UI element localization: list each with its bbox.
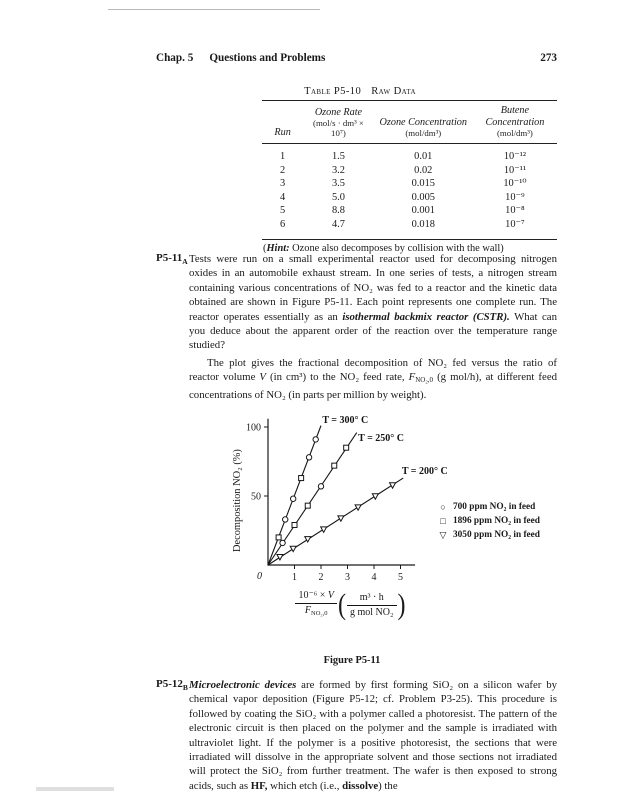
series-label: T = 300° C (322, 414, 369, 426)
table-title (252, 86, 468, 97)
hint-text: Ozone also decomposes by collision with the wall) (289, 243, 504, 254)
table-row (262, 177, 557, 191)
legend-item (436, 514, 540, 528)
column-label: Run (274, 126, 291, 138)
cell-ozone: 0.005 (411, 191, 435, 203)
cell-rate: 5.0 (331, 191, 345, 203)
scan-artifact-top (108, 9, 320, 10)
legend-marker-square-icon: □ (440, 516, 446, 527)
data-point-square (299, 476, 304, 481)
x-tick-label: 1 (292, 572, 297, 583)
table-row (262, 191, 557, 205)
data-point-square (344, 445, 349, 450)
cell-butene: 10⁻¹⁰ (503, 178, 527, 190)
scan-artifact-bottom (36, 787, 114, 791)
column-label: Butene Concentration (485, 105, 545, 128)
cell-ozone: 0.018 (411, 218, 435, 230)
data-point-circle (306, 455, 311, 460)
y-tick-label: 50 (251, 491, 261, 503)
cell-run: 4 (279, 191, 286, 203)
variable-f-subscript: NO₂,0 (311, 610, 328, 617)
body-text: The plot gives the fractional decomposition of NO₂ fed versus the ratio of reactor volume (189, 357, 557, 384)
cell-butene: 10⁻⁸ (505, 205, 525, 217)
data-point-circle (318, 484, 323, 489)
cell-run: 1 (279, 151, 286, 162)
cell-run: 3 (279, 178, 286, 190)
cell-run: 5 (279, 205, 286, 217)
body-text: which etch (i.e., (267, 779, 343, 792)
cell-run: 6 (279, 218, 286, 230)
data-point-triangle (372, 494, 378, 499)
variable-v: V (259, 371, 267, 384)
x-axis-label (256, 590, 446, 620)
data-point-square (276, 535, 281, 540)
emphasized-text: Microelectronic devices (189, 679, 297, 691)
data-point-circle (290, 496, 295, 501)
table-row (262, 164, 557, 178)
problem-number: P5-12 (156, 678, 183, 690)
legend-label: 1896 ppm NO₂ in feed (453, 516, 540, 527)
section-title: Questions and Problems (209, 52, 326, 64)
body-text: Tests were run on a small experimental reactor used for decomposing nitrogen oxides in an automobile exhaust stream. In one series of tests, a nitrogen stream containing various concentrations of NO₂ was fed to a reactor and the kinetic data obtained are shown in Figure P5-11. Each point represents one complete run. The reactor operates essentially as an (189, 253, 557, 323)
body-text: (g mol/h), at different feed concentrations of NO₂ (in parts per million by weight). (189, 371, 558, 401)
problem-difficulty: B (182, 683, 188, 693)
problem-label-p5-12 (156, 678, 188, 692)
figure-caption: Figure P5-11 (323, 655, 381, 666)
legend-item (436, 500, 540, 514)
data-point-circle (283, 517, 288, 522)
data-point-square (292, 522, 297, 527)
table-header-row (262, 101, 557, 144)
x-tick-label: 2 (318, 572, 324, 583)
data-point-circle (313, 437, 318, 442)
series-label: T = 250° C (358, 432, 405, 444)
emphasized-word: dissolve (342, 779, 379, 792)
table-row (262, 204, 557, 218)
variable-f: F (408, 371, 416, 384)
column-header-butene-concentration (473, 101, 557, 144)
table-title-label: Table P5-10 (304, 86, 362, 97)
column-units: (mol/dm³) (496, 128, 533, 138)
chemical-hf: HF, (250, 779, 268, 792)
page-number: 273 (540, 52, 557, 64)
data-point-circle (280, 540, 285, 545)
column-label: Ozone Concentration (379, 116, 467, 128)
chapter-label: Chap. 5 (156, 52, 194, 64)
open-paren: ( (338, 588, 346, 622)
column-header-run (262, 101, 303, 144)
column-units: (mol/dm³) (405, 128, 442, 138)
problem-difficulty: A (182, 257, 188, 267)
page-header (156, 52, 557, 64)
legend-item (436, 528, 540, 542)
origin-label: 0 (257, 571, 262, 582)
data-point-triangle (355, 505, 361, 510)
figure-chart (222, 410, 574, 672)
cell-rate: 3.5 (331, 178, 345, 190)
x-tick-label: 4 (371, 572, 377, 583)
variable-v: V (327, 590, 334, 601)
close-paren: ) (397, 588, 406, 622)
legend-label: 700 ppm NO₂ in feed (453, 502, 536, 513)
fraction-numerator (295, 590, 337, 602)
table-row (262, 144, 557, 164)
x-axis-fraction (295, 590, 337, 620)
problem-text-p5-12 (189, 678, 557, 793)
data-point-triangle (321, 527, 327, 532)
column-header-ozone-rate (303, 101, 374, 144)
problem-label-p5-11 (156, 252, 188, 266)
cell-butene: 10⁻⁷ (505, 218, 525, 230)
fraction-bar (295, 603, 337, 604)
hint-open-paren: ( (263, 243, 267, 254)
cell-ozone: 0.01 (414, 151, 433, 162)
data-point-triangle (390, 483, 396, 488)
problem-text-p5-11-continued (189, 356, 557, 402)
cell-ozone: 0.001 (411, 205, 435, 217)
table-title-text: Raw Data (371, 86, 416, 97)
column-header-ozone-concentration (374, 101, 473, 144)
data-point-square (305, 503, 310, 508)
body-text: (in cm³) to the NO₂ feed rate, (266, 371, 409, 384)
y-axis-label: Decomposition NO₂ (%) (232, 449, 243, 552)
series-line (268, 478, 403, 565)
problem-number: P5-11 (156, 252, 183, 264)
table-row (262, 218, 557, 239)
data-point-square (332, 463, 337, 468)
series-label: T = 200° C (401, 465, 448, 477)
legend-marker-triangle-icon: ▽ (439, 529, 447, 540)
y-tick-label: 100 (246, 422, 261, 434)
cell-rate: 4.7 (331, 218, 345, 230)
cell-run: 2 (279, 164, 286, 176)
emphasized-text: isothermal backmix reactor (CSTR). (342, 310, 510, 323)
legend-marker-circle-icon: ○ (440, 502, 446, 513)
cell-butene: 10⁻¹² (503, 151, 526, 162)
fraction-denominator (302, 605, 331, 620)
x-tick-label: 5 (398, 572, 403, 583)
body-text: ) the (378, 779, 398, 792)
variable-f: F (304, 605, 312, 616)
x-axis-units-fraction (347, 592, 397, 619)
units-numerator: m³ · h (359, 591, 384, 603)
variable-f-subscript: NO₂,0 (415, 376, 434, 385)
units-denominator: g mol NO₂ (350, 606, 394, 618)
table-body (262, 144, 557, 240)
cell-ozone: 0.02 (414, 164, 433, 176)
cell-ozone: 0.015 (411, 178, 435, 190)
cell-butene: 10⁻⁹ (505, 191, 525, 203)
cell-rate: 3.2 (331, 164, 345, 176)
fraction-bar (347, 605, 397, 606)
cell-rate: 8.8 (331, 205, 345, 217)
series-line (268, 426, 321, 565)
x-tick-label: 3 (345, 572, 350, 583)
raw-data-table (262, 100, 557, 240)
cell-rate: 1.5 (331, 151, 345, 162)
cell-butene: 10⁻¹¹ (503, 164, 526, 176)
problem-text-p5-11 (189, 252, 557, 353)
hint-label: Hint: (266, 243, 290, 254)
data-point-triangle (290, 546, 296, 551)
legend-label: 3050 ppm NO₂ in feed (453, 530, 540, 541)
body-text: are formed by first forming SiO₂ on a silicon wafer by chemical vapor deposition (Figure P5-12; cf. Problem P3-25). This procedure is followed by coating the SiO₂ with a polymer called a photoresist. The pattern of the electronic circuit is then placed on the polymer and the sample is irradiated with ultraviolet light. If the polymer is a positive photoresist, the sections that were irradiated will dissolve in the appropriate solvent and those sections not irradiated will protect the SiO₂ from further treatment. The wafer is then exposed to strong acids, such as (189, 679, 557, 792)
column-label: Ozone Rate (314, 106, 363, 118)
coefficient: 10⁻⁶ × (298, 590, 328, 601)
body-text: What can you deduce about the apparent order of the reaction over the temperature range studied? (189, 310, 557, 352)
data-point-triangle (338, 516, 344, 521)
column-units: (mol/s · dm³ × 10⁷) (313, 118, 364, 138)
figure-legend (436, 500, 540, 543)
